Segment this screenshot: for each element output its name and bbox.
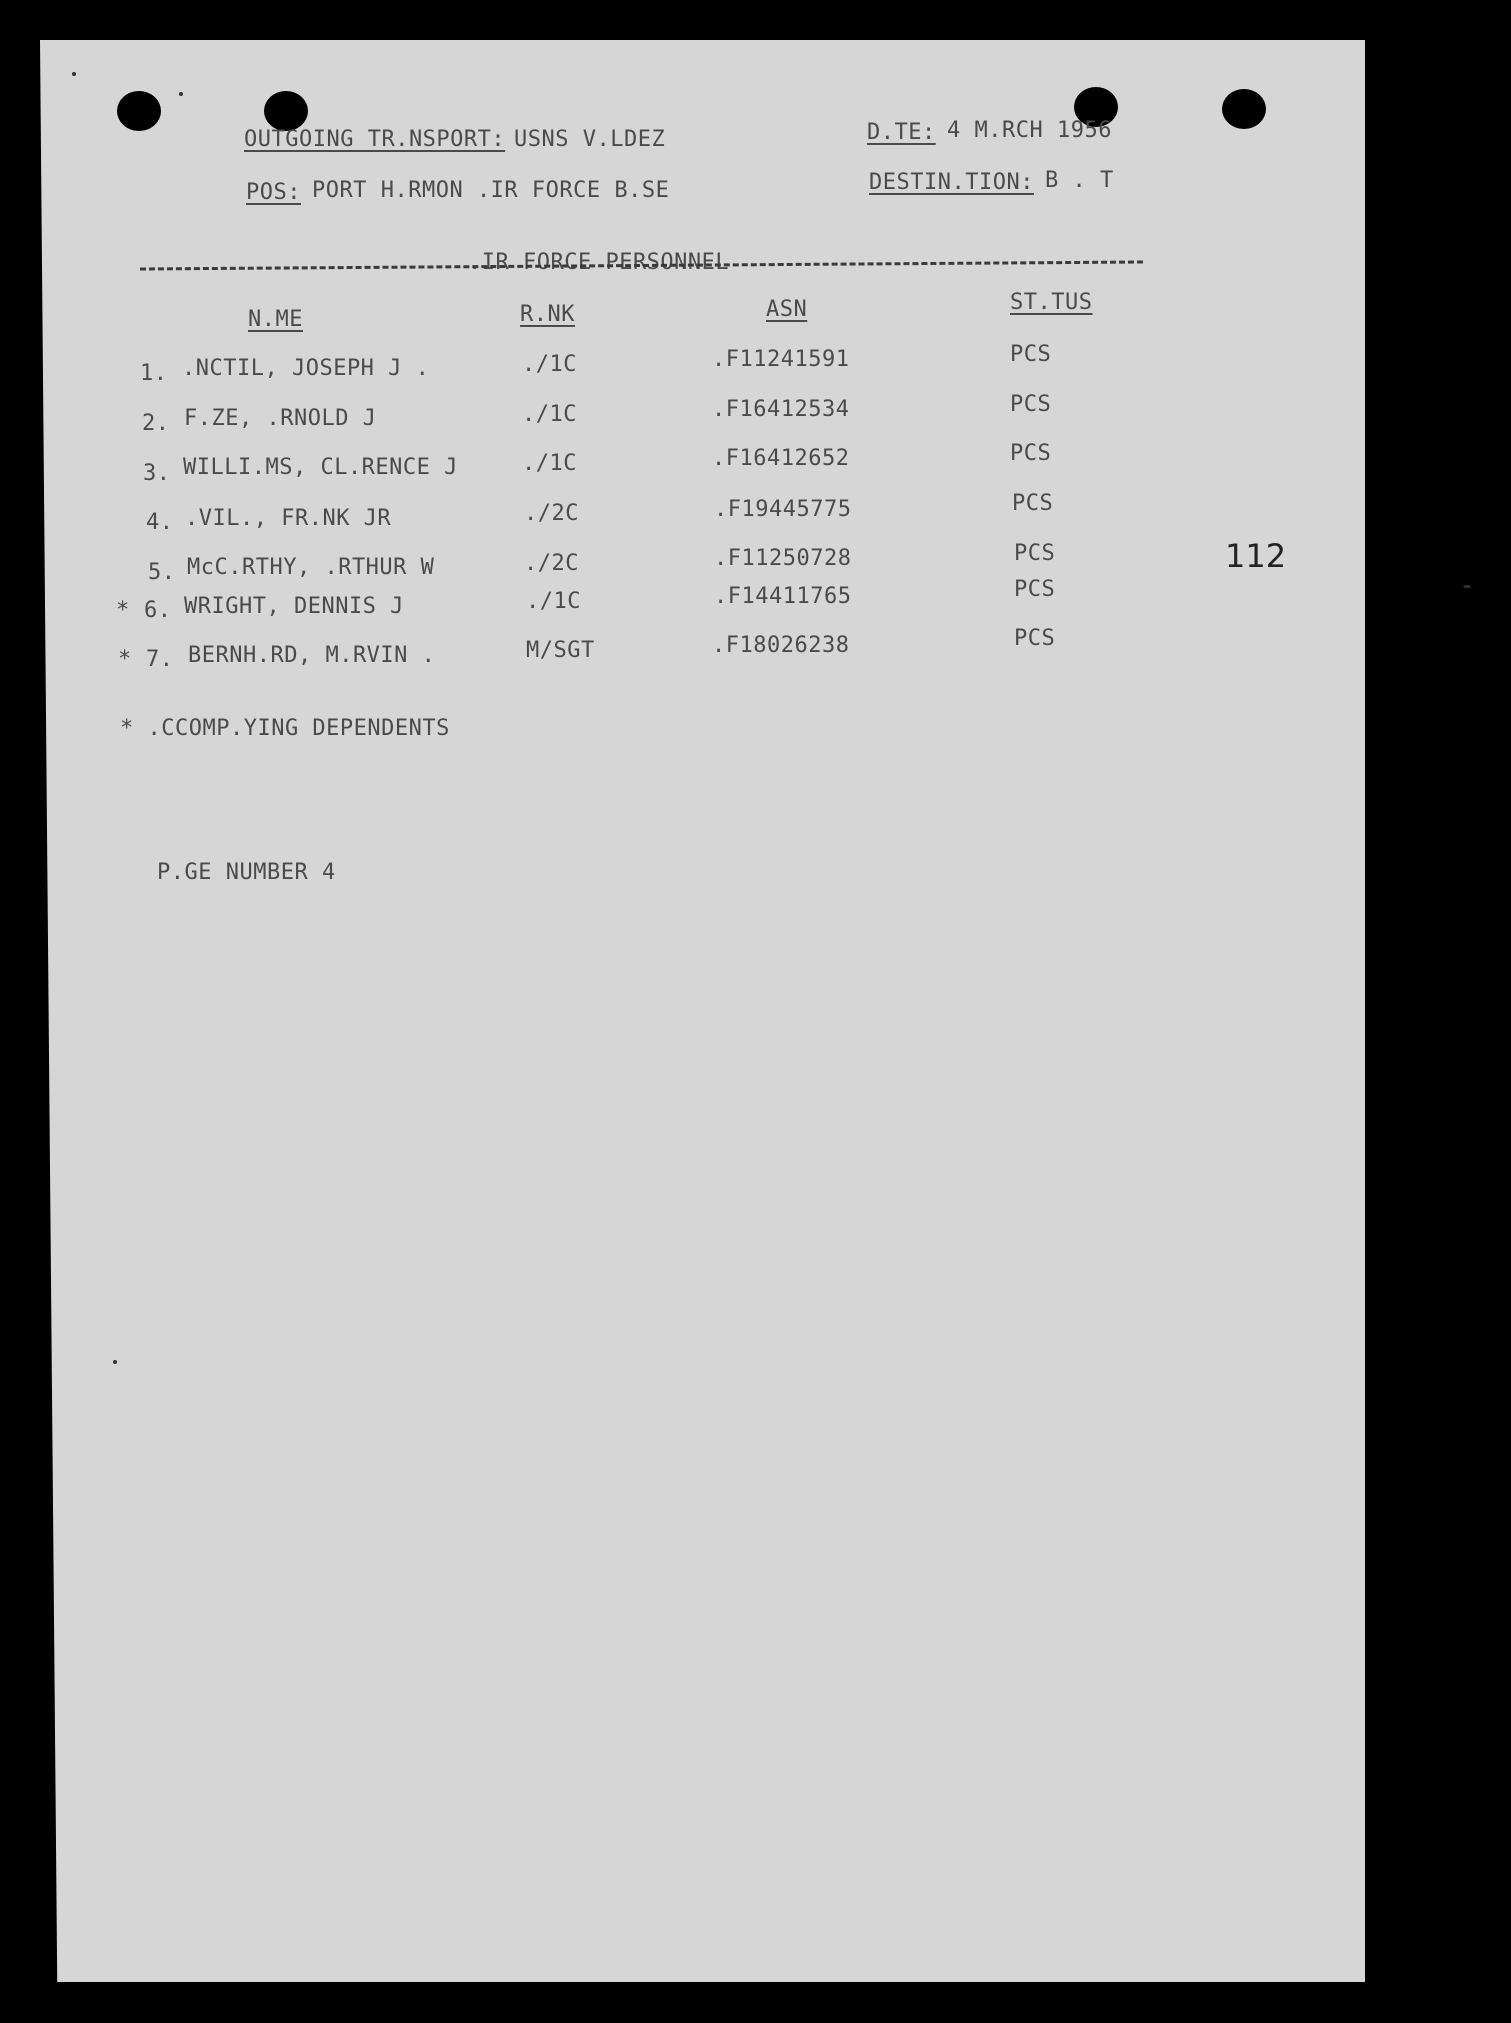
personnel-status: PCS xyxy=(1010,441,1052,466)
transport-label: OUTGOING TR.NSPORT: xyxy=(244,127,506,152)
personnel-status: PCS xyxy=(1010,342,1052,367)
row-number: 1. xyxy=(140,361,168,386)
personnel-asn: .F19445775 xyxy=(714,497,852,522)
personnel-name: .NCTIL, JOSEPH J . xyxy=(182,356,430,381)
column-header-rank: R.NK xyxy=(520,302,575,327)
speck xyxy=(179,92,183,96)
row-number: 4. xyxy=(146,510,174,535)
speck xyxy=(113,1360,117,1364)
personnel-asn: .F14411765 xyxy=(714,584,852,609)
speck xyxy=(1463,585,1471,588)
personnel-status: PCS xyxy=(1014,541,1056,566)
dependents-footnote: * .CCOMP.YING DEPENDENTS xyxy=(120,716,450,741)
column-header-name: N.ME xyxy=(248,307,303,332)
row-number: 5. xyxy=(148,560,176,585)
personnel-rank: M/SGT xyxy=(526,638,595,663)
personnel-status: PCS xyxy=(1014,626,1056,651)
row-number: 7. xyxy=(146,647,174,672)
personnel-name: .VIL., FR.NK JR xyxy=(185,506,392,531)
personnel-asn: .F11241591 xyxy=(712,347,850,372)
archive-stamp-number: 112 xyxy=(1225,537,1287,575)
dependents-marker: * xyxy=(118,647,132,672)
personnel-status: PCS xyxy=(1010,392,1052,417)
row-number: 2. xyxy=(142,411,170,436)
personnel-name: WRIGHT, DENNIS J xyxy=(184,594,404,619)
personnel-name: BERNH.RD, M.RVIN . xyxy=(188,643,436,668)
column-header-status: ST.TUS xyxy=(1010,290,1093,315)
personnel-asn: .F11250728 xyxy=(714,546,852,571)
personnel-rank: ./1C xyxy=(522,352,577,377)
pos-label: POS: xyxy=(246,180,301,205)
personnel-status: PCS xyxy=(1012,491,1054,516)
transport-value: USNS V.LDEZ xyxy=(514,127,666,152)
destination-label: DESTIN.TION: xyxy=(869,170,1034,195)
page-number: P.GE NUMBER 4 xyxy=(157,860,336,885)
destination-value: B . T xyxy=(1045,168,1114,193)
pos-value: PORT H.RMON .IR FORCE B.SE xyxy=(312,178,670,203)
date-label: D.TE: xyxy=(867,120,936,145)
column-header-asn: ASN xyxy=(766,297,808,322)
punch-hole xyxy=(1222,89,1266,129)
personnel-asn: .F16412652 xyxy=(712,446,850,471)
speck xyxy=(72,72,76,76)
row-number: 3. xyxy=(143,461,171,486)
punch-hole xyxy=(264,91,308,131)
personnel-rank: ./1C xyxy=(522,402,577,427)
personnel-rank: ./2C xyxy=(524,501,579,526)
personnel-asn: .F18026238 xyxy=(712,633,850,658)
personnel-name: McC.RTHY, .RTHUR W xyxy=(187,555,435,580)
personnel-status: PCS xyxy=(1014,577,1056,602)
dependents-marker: * xyxy=(116,598,130,623)
personnel-name: WILLI.MS, CL.RENCE J xyxy=(183,455,458,480)
paper-sheet xyxy=(40,40,1365,1982)
personnel-name: F.ZE, .RNOLD J xyxy=(184,406,377,431)
row-number: 6. xyxy=(144,598,172,623)
personnel-rank: ./1C xyxy=(526,589,581,614)
section-title: .IR FORCE PERSONNEL xyxy=(468,250,730,275)
personnel-asn: .F16412534 xyxy=(712,397,850,422)
personnel-rank: ./2C xyxy=(524,551,579,576)
punch-hole xyxy=(117,91,161,131)
date-value: 4 M.RCH 1956 xyxy=(947,118,1112,143)
personnel-rank: ./1C xyxy=(522,451,577,476)
